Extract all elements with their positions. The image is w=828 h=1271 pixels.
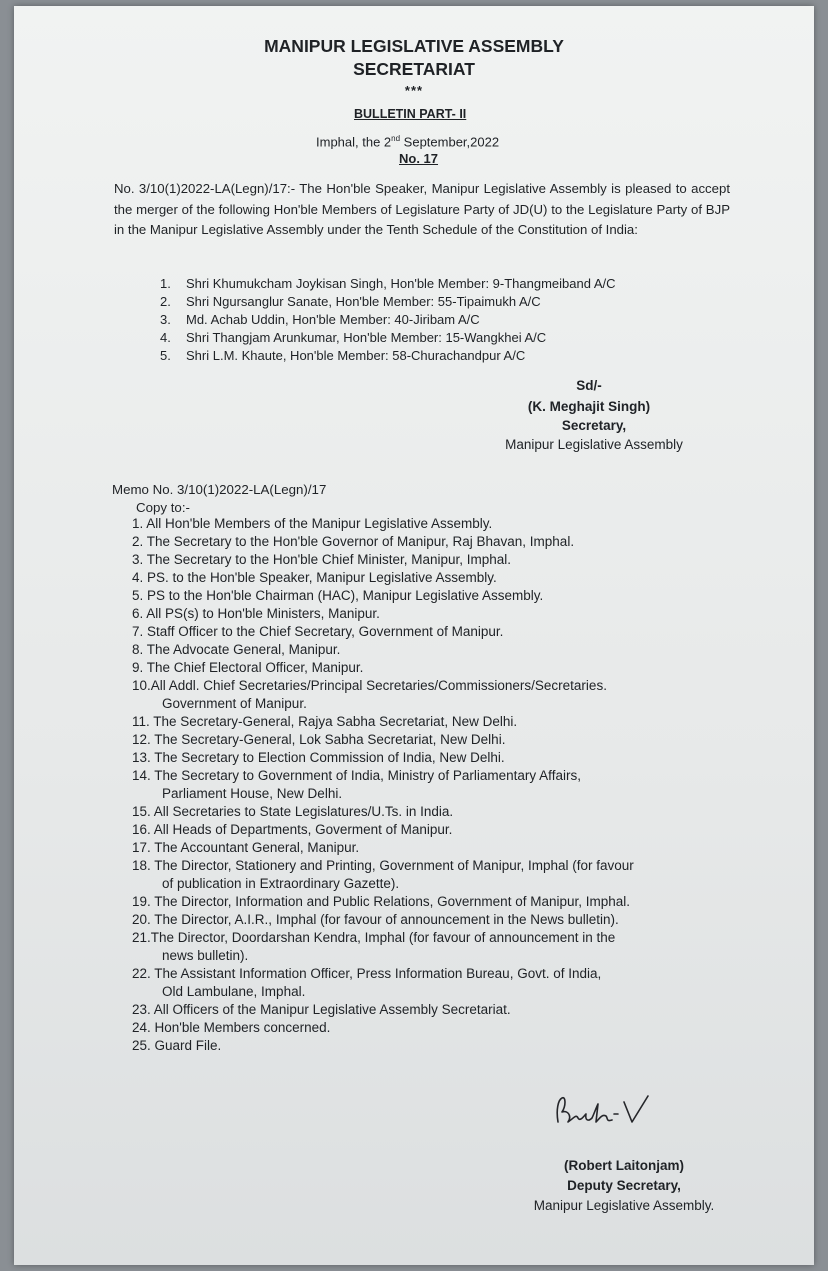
list-item: 7. Staff Officer to the Chief Secretary, Government of Manipur. xyxy=(132,624,504,639)
list-item: 5. PS to the Hon'ble Chairman (HAC), Manipur Legislative Assembly. xyxy=(132,588,544,603)
list-item: 16. All Heads of Departments, Goverment of Manipur. xyxy=(132,822,453,837)
list-item: 25. Guard File. xyxy=(132,1038,222,1053)
signatory2-designation: Deputy Secretary, xyxy=(567,1178,681,1193)
list-item: 3. The Secretary to the Hon'ble Chief Minister, Manipur, Imphal. xyxy=(132,552,512,567)
signatory-office: Manipur Legislative Assembly xyxy=(505,437,683,452)
list-item: 14. The Secretary to Government of India, Ministry of Parliamentary Affairs, xyxy=(132,768,581,783)
list-item: 2. The Secretary to the Hon'ble Governor of Manipur, Raj Bhavan, Imphal. xyxy=(132,534,575,549)
list-item: 22. The Assistant Information Officer, Press Information Bureau, Govt. of India, xyxy=(132,966,602,981)
list-item-continuation: Old Lambulane, Imphal. xyxy=(162,984,306,999)
copy-to-label: Copy to:- xyxy=(136,500,190,515)
list-item: 1. All Hon'ble Members of the Manipur Legislative Assembly. xyxy=(132,516,493,531)
org-title: MANIPUR LEGISLATIVE ASSEMBLY xyxy=(264,36,564,56)
signatory2-name: (Robert Laitonjam) xyxy=(564,1158,684,1173)
list-item: 18. The Director, Stationery and Printing, Government of Manipur, Imphal (for favour xyxy=(132,858,634,873)
list-item: 9. The Chief Electoral Officer, Manipur. xyxy=(132,660,364,675)
date-line: Imphal, the 2nd September,2022 xyxy=(316,134,500,150)
list-item-continuation: of publication in Extraordinary Gazette). xyxy=(162,876,400,891)
document-page: MANIPUR LEGISLATIVE ASSEMBLY SECRETARIAT *** BULLETIN PART- II Imphal, the 2nd September,2022 No. 17 No. 3/10(1)2022-LA(Legn)/17:- The Hon'ble Speaker, Manipur Legislative Assembly is pleased to accept the merger of the following Hon'ble Members of Legislature Party of JD(U) to the Legislature Party of BJP in the Manipur Legislative Assembly under the Tenth Schedule of the Constitution of India: 1. Shri Khumukcham Joykisan Singh, Hon'ble Member: 9-Thangmeiband A/C 2. Shri Ngursanglur Sanate, Hon'ble Member: 55-Tipaimukh A/C 3. Md. Achab Uddin, Hon'ble Member: 40-Jiribam A/C 4. Shri Thangjam Arunkumar, Hon'ble Member: 15-Wangkhei A/C 5. Shri L.M. Khaute, Hon'ble Member: 58-Churachandpur A/C Sd/- (K. Meghajit Singh) Secretary, Manipur Legislative Assembly Memo No. 3/10(1)2022-LA(Legn)/17 Copy to:- 1. All Hon'ble Members of the Manipur Legislative Assembly. 2. The Secretary to the Hon'ble Governor of Manipur, Raj Bhavan, Imphal. 3. The Secretary to the Hon'ble Chief Minister, Manipur, Imphal. 4. PS. to the Hon'ble Speaker, Manipur Legislative Assembly. 5. PS to the Hon'ble Chairman (HAC), Manipur Legislative Assembly. 6. All PS(s) to Hon'ble Ministers, Manipur. 7. Staff Officer to the Chief Secretary, Government of Manipur. 8. The Advocate General, Manipur. 9. The Chief Electoral Officer, Manipur. 10.All Addl. Chief Secretaries/Principal Secretaries/Commissioners/Secretaries. Government of Manipur. 11. The Secretary-General, Rajya Sabha Secretariat, New Delhi. 12. The Secretary-General, Lok Sabha Secretariat, New Delhi. 13. The Secretary to Election Commission of India, New Delhi. 14. The Secretary to Government of India, Ministry of Parliamentary Affairs, Parliament House, New Delhi. 15. All Secretaries to State Legislatures/U.Ts. in India. 16. All Heads of Departments, Goverment of Manipur. 17. The Accountant General, Manipur. 18. The Director, Stationery and Printing, Government of Manipur, Imphal (for favour of publication in Extraordinary Gazette). 19. The Director, Information and Public Relations, Government of Manipur, Imphal. 20. The Director, A.I.R., Imphal (for favour of announcement in the News bulletin). 21.The Director, Doordarshan Kendra, Imphal (for favour of announcement in the news bulletin). 22. The Assistant Information Officer, Press Information Bureau, Govt. of India, Old Lambulane, Imphal. 23. All Officers of the Manipur Legislative Assembly Secretariat. 24. Hon'ble Members concerned. 25. Guard File. (Robert Laitonjam) Deputy Secretary, Manipur Legislative Assembly. xyxy=(14,6,814,1265)
signatory-name: (K. Meghajit Singh) xyxy=(527,399,651,414)
handwritten-signature xyxy=(552,1092,662,1132)
separator-stars: *** xyxy=(404,83,424,98)
list-item-continuation: Government of Manipur. xyxy=(162,696,307,711)
list-item: 8. The Advocate General, Manipur. xyxy=(132,642,341,657)
list-item: 21.The Director, Doordarshan Kendra, Imphal (for favour of announcement in the xyxy=(132,930,616,945)
body-paragraph: No. 3/10(1)2022-LA(Legn)/17:- The Hon'ble Speaker, Manipur Legislative Assembly is pleased to accept the merger of the following Hon'ble Members of Legislature Party of JD(U) to the Legislature Party of BJP in the Manipur Legislative Assembly under the Tenth Schedule of the Constitution of India: xyxy=(114,181,730,237)
signatory2-office: Manipur Legislative Assembly. xyxy=(533,1198,715,1213)
list-item: 23. All Officers of the Manipur Legislative Assembly Secretariat. xyxy=(132,1002,511,1017)
list-item-continuation: Parliament House, New Delhi. xyxy=(162,786,343,801)
org-subtitle: SECRETARIAT xyxy=(353,59,475,79)
list-item: 10.All Addl. Chief Secretaries/Principal Secretaries/Commissioners/Secretaries. xyxy=(132,678,607,693)
signatory-designation: Secretary, xyxy=(561,418,627,433)
list-item: 20. The Director, A.I.R., Imphal (for favour of announcement in the News bulletin). xyxy=(132,912,619,927)
memo-number: Memo No. 3/10(1)2022-LA(Legn)/17 xyxy=(112,482,327,497)
list-item: 6. All PS(s) to Hon'ble Ministers, Manipur. xyxy=(132,606,380,621)
list-item: 24. Hon'ble Members concerned. xyxy=(132,1020,331,1035)
list-item: 12. The Secretary-General, Lok Sabha Secretariat, New Delhi. xyxy=(132,732,506,747)
list-item: 17. The Accountant General, Manipur. xyxy=(132,840,360,855)
list-item: 13. The Secretary to Election Commission of India, New Delhi. xyxy=(132,750,505,765)
list-item: 15. All Secretaries to State Legislatures/U.Ts. in India. xyxy=(132,804,454,819)
sd-mark: Sd/- xyxy=(576,378,602,393)
list-item: 11. The Secretary-General, Rajya Sabha Secretariat, New Delhi. xyxy=(132,714,518,729)
bulletin-heading: BULLETIN PART- II xyxy=(354,107,467,121)
bulletin-number: No. 17 xyxy=(399,151,439,166)
list-item: 4. PS. to the Hon'ble Speaker, Manipur Legislative Assembly. xyxy=(132,570,497,585)
list-item-continuation: news bulletin). xyxy=(162,948,249,963)
list-item: 19. The Director, Information and Public Relations, Government of Manipur, Imphal. xyxy=(132,894,631,909)
